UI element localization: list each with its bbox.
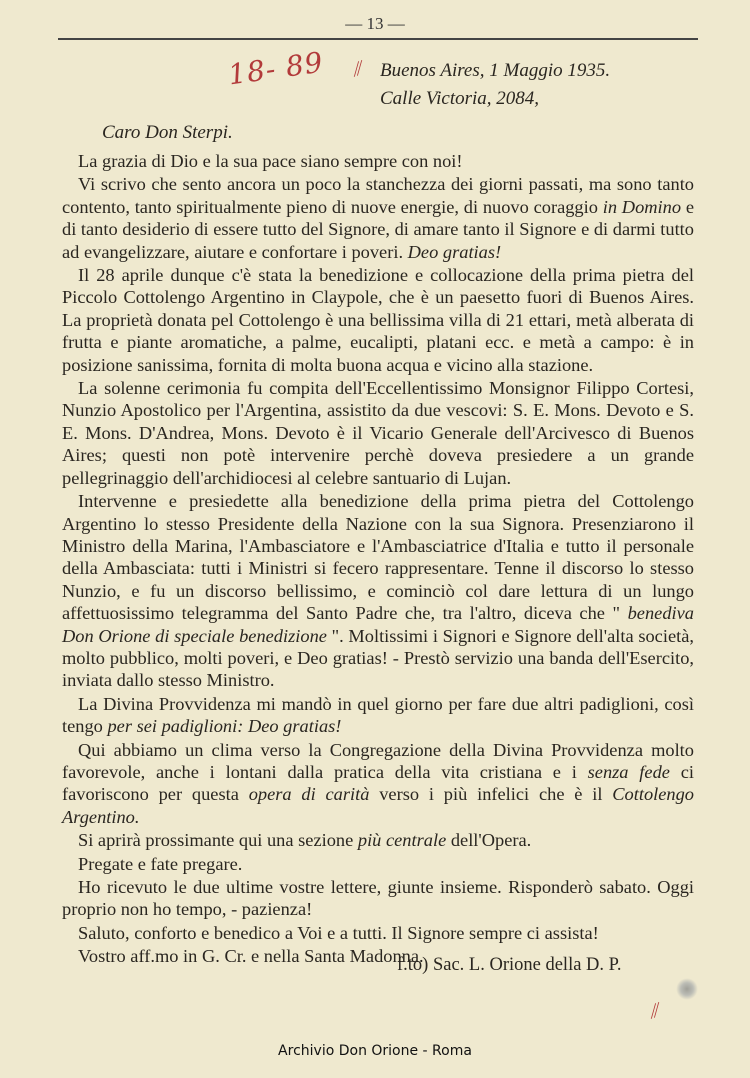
italic-phrase: senza fede (587, 761, 670, 782)
text-run: La solenne cerimonia fu compita dell'Eccellentissimo Monsignor Filippo Cortesi, Nunzio Apostolico per l'Argentina, assistito da due vescovi: S. E. Mons. Devoto e S. E. Mons. D'Andrea, Mons. Devoto è il Vicario Generale dell'Arcivesco di Buenos Aires; questi non potè intervenire perchè doveva presiedere a un grande pellegrinaggio dell'archidiocesi al celebre santuario di Lujan. (62, 378, 694, 488)
archive-footer: Archivio Don Orione - Roma (278, 1043, 472, 1059)
letter-paragraph (62, 264, 694, 376)
letter-paragraph (62, 922, 694, 944)
red-pencil-mark: ⁄⁄ (351, 57, 366, 81)
text-run: Vostro aff.mo in G. Cr. e nella Santa Madonna. (78, 946, 424, 967)
italic-phrase: per sei padiglioni: Deo gratias! (107, 716, 342, 737)
italic-phrase: in Domino (602, 196, 682, 217)
letter-paragraph (62, 173, 694, 263)
address-line: Calle Victoria, 2084, (380, 88, 540, 109)
letter-paragraph (62, 150, 694, 172)
text-run: dell'Opera. (446, 830, 532, 851)
text-run: La grazia di Dio e la sua pace siano sempre con noi! (78, 151, 463, 171)
page-number: — 13 — (345, 14, 405, 33)
text-run: Ho ricevuto le due ultime vostre lettere, giunte insieme. Risponderò sabato. Oggi proprio non ho tempo, - pazienza! (62, 877, 694, 920)
italic-phrase: benediva Don Orione di speciale benedizione (62, 603, 694, 646)
letter-paragraph (62, 853, 694, 875)
letter-paragraph (62, 490, 694, 692)
letter-paragraph (62, 377, 694, 489)
letter-paragraph (62, 829, 694, 851)
signature: f.to) Sac. L. Orione della D. P. (397, 955, 622, 975)
text-run: Il 28 aprile dunque c'è stata la benedizione e collocazione della prima pietra del Piccolo Cottolengo Argentino in Claypole, che è un paesetto fuori di Buenos Aires. La proprietà donata pel Cottolengo è una bellissima villa di 21 ettari, metà alberata di frutta e piante aromatiche, a palme, eucalipti, platani ecc. e metà a campo: è in posizione sanissima, fornita di molta buona acqua e vicino alla stazione. (62, 265, 694, 375)
text-run: e di tanto desiderio di essere tutto del Signore, di amare tanto il Signore e di darmi tutto ad evangelizzare, aiutare e confortare i poveri. (62, 196, 694, 262)
text-run: Intervenne e presiedette alla benedizione della prima pietra del Cottolengo Argentino lo stesso Presidente della Nazione con la sua Signora. Presenziarono il Ministro della Marina, l'Ambasciatore e l'Ambasciatrice d'Italia e tutto il personale della Ambasciata: tutti i Ministri si fecero rappresentare. Tenne il discorso lo stesso Nunzio, e fu un discorso bellissimo, e cominciò col dare lettura di un lungo affettuosissimo telegramma del Santo Padre che, tra l'altro, diceva che " (62, 491, 694, 624)
text-run: Vi scrivo che sento ancora un poco la stanchezza dei giorni passati, ma sono tanto contento, tanto spiritualmente pieno di nuove energie, di nuovo coraggio (62, 174, 694, 217)
text-run: La Divina Provvidenza mi mandò in quel giorno per fare due altri padiglioni, così tengo (62, 693, 694, 737)
letter-paragraph (62, 876, 694, 921)
red-pencil-mark-bottom: ⁄⁄ (648, 999, 663, 1023)
text-run: Si aprirà prossimante qui una sezione (78, 830, 358, 851)
handwritten-archive-note: 18- 89 (226, 45, 326, 92)
place-date-line: Buenos Aires, 1 Maggio 1935. (380, 60, 611, 81)
ink-stain (676, 978, 698, 1000)
salutation: Caro Don Sterpi. (102, 122, 233, 143)
text-run: Pregate e fate pregare. (78, 853, 243, 874)
text-run: ci favoriscono per questa (62, 761, 694, 805)
header-rule (58, 38, 698, 40)
text-run: Qui abbiamo un clima verso la Congregazione della Divina Provvidenza molto favorevole, anche i lontani dalla pratica della vita cristiana e i (62, 739, 694, 782)
italic-phrase: Cottolengo Argentino. (62, 784, 694, 827)
italic-phrase: Deo gratias! (407, 241, 502, 262)
italic-phrase: più centrale (357, 830, 447, 851)
letter-paragraph (62, 693, 694, 738)
italic-phrase: opera di carità (248, 784, 370, 805)
letter-paragraph (62, 739, 694, 829)
text-run: ". Moltissimi i Signori e Signore dell'alta società, molto pubblico, molti poveri, e Deo gratias! - Prestò servizio una banda dell'Esercito, inviata dallo stesso Ministro. (62, 625, 694, 691)
letter-body (62, 150, 694, 969)
text-run: verso i più infelici che è il (369, 784, 613, 805)
text-run: Saluto, conforto e benedico a Voi e a tutti. Il Signore sempre ci assista! (78, 922, 599, 943)
